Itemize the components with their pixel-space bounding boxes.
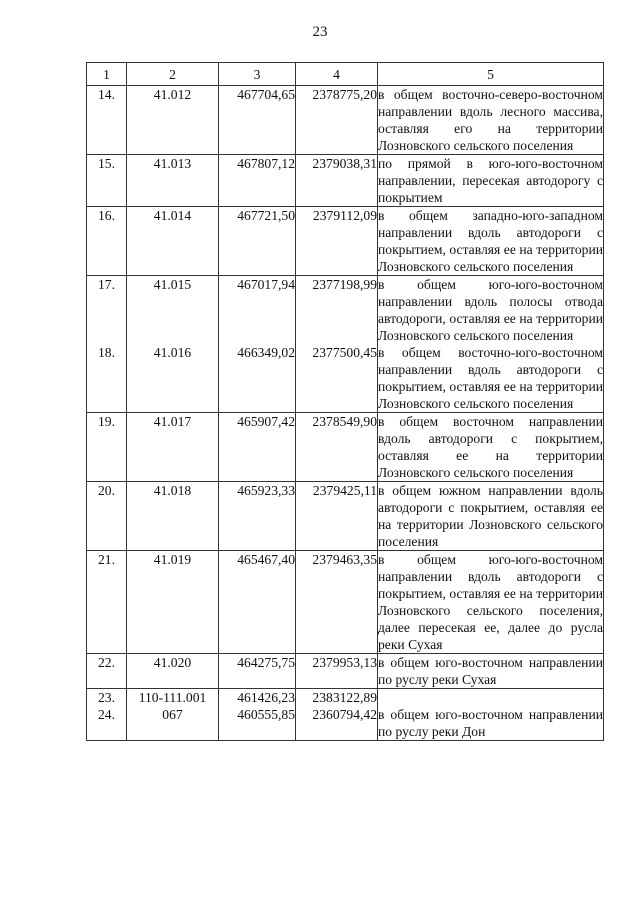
boundary-description: в общем юго-восточном направлении по руслу реки Сухая — [378, 655, 603, 687]
table-row — [87, 276, 604, 345]
coord-x: 467807,12 — [219, 155, 296, 207]
point-id: 41.013 — [127, 155, 219, 207]
header-col-4: 4 — [296, 63, 378, 86]
boundary-description — [378, 689, 604, 707]
row-number: 20. — [87, 482, 127, 551]
boundary-description: в общем юго-восточном направлении по руслу реки Дон — [378, 707, 603, 739]
point-id: 41.015 — [127, 276, 219, 345]
coord-y: 2379038,31 — [296, 155, 378, 207]
table-row — [87, 413, 604, 482]
boundary-coordinates-table — [86, 62, 604, 741]
row-number: 16. — [87, 207, 127, 276]
boundary-description: в общем восточно-юго-восточном направлении вдоль автодороги с покрытием, оставляя ее на территории Лозновского сельского поселения — [378, 345, 603, 411]
coord-y: 2383122,89 — [296, 689, 378, 707]
coord-y: 2360794,42 — [296, 706, 378, 741]
point-id: 110-111.001 — [127, 689, 219, 707]
point-id: 41.016 — [127, 344, 219, 413]
coord-x: 465907,42 — [219, 413, 296, 482]
row-number: 18. — [87, 344, 127, 413]
coord-x: 465923,33 — [219, 482, 296, 551]
boundary-description: по прямой в юго-юго-восточном направлении, пересекая автодорогу с покрытием — [378, 156, 603, 205]
boundary-description: в общем восточном направлении вдоль автодороги с покрытием, оставляя ее на территории Лозновского сельского поселения — [378, 414, 603, 480]
row-number: 23. — [87, 689, 127, 707]
table-row — [87, 207, 604, 276]
table-row — [87, 482, 604, 551]
header-col-2: 2 — [127, 63, 219, 86]
table-header-row — [87, 63, 604, 86]
coord-x: 465467,40 — [219, 551, 296, 654]
coord-y: 2378775,20 — [296, 86, 378, 155]
coord-y: 2378549,90 — [296, 413, 378, 482]
table-row — [87, 706, 604, 741]
boundary-description: в общем западно-юго-западном направлении вдоль автодороги с покрытием, оставляя ее на территории Лозновского сельского поселения — [378, 208, 603, 274]
row-number: 19. — [87, 413, 127, 482]
point-id: 41.018 — [127, 482, 219, 551]
point-id: 41.014 — [127, 207, 219, 276]
page-number: 23 — [312, 24, 328, 40]
coord-y: 2379463,35 — [296, 551, 378, 654]
boundary-description: в общем юго-юго-восточном направлении вдоль автодороги с покрытием, оставляя ее на территории Лозновского сельского поселения, далее пересекая ее, далее до русла реки Сухая — [378, 552, 603, 652]
coord-x: 467017,94 — [219, 276, 296, 345]
point-id: 067 — [127, 706, 219, 741]
table-row — [87, 654, 604, 689]
point-id: 41.012 — [127, 86, 219, 155]
coord-y: 2379112,09 — [296, 207, 378, 276]
table-row — [87, 551, 604, 654]
row-number: 22. — [87, 654, 127, 689]
coord-y: 2379425,11 — [296, 482, 378, 551]
row-number: 15. — [87, 155, 127, 207]
point-id: 41.019 — [127, 551, 219, 654]
row-number: 24. — [87, 706, 127, 741]
header-col-1: 1 — [87, 63, 127, 86]
coord-x: 461426,23 — [219, 689, 296, 707]
boundary-description: в общем юго-юго-восточном направлении вдоль полосы отвода автодороги, оставляя ее на территории Лозновского сельского поселения — [378, 277, 603, 343]
point-id: 41.017 — [127, 413, 219, 482]
table-row — [87, 86, 604, 155]
row-number: 21. — [87, 551, 127, 654]
table-row — [87, 689, 604, 707]
coord-y: 2377198,99 — [296, 276, 378, 345]
boundary-description: в общем южном направлении вдоль автодороги с покрытием, оставляя ее на территории Лозновского сельского поселения — [378, 483, 603, 549]
header-col-3: 3 — [219, 63, 296, 86]
boundary-description: в общем восточно-северо-восточном направлении вдоль лесного массива, оставляя его на территории Лозновского сельского поселения — [378, 87, 603, 153]
coord-x: 467721,50 — [219, 207, 296, 276]
point-id: 41.020 — [127, 654, 219, 689]
coord-x: 466349,02 — [219, 344, 296, 413]
coord-y: 2377500,45 — [296, 344, 378, 413]
coord-x: 467704,65 — [219, 86, 296, 155]
coord-x: 464275,75 — [219, 654, 296, 689]
table-row — [87, 344, 604, 413]
row-number: 14. — [87, 86, 127, 155]
table-row — [87, 155, 604, 207]
header-col-5: 5 — [378, 63, 604, 86]
row-number: 17. — [87, 276, 127, 345]
coord-x: 460555,85 — [219, 706, 296, 741]
coord-y: 2379953,13 — [296, 654, 378, 689]
